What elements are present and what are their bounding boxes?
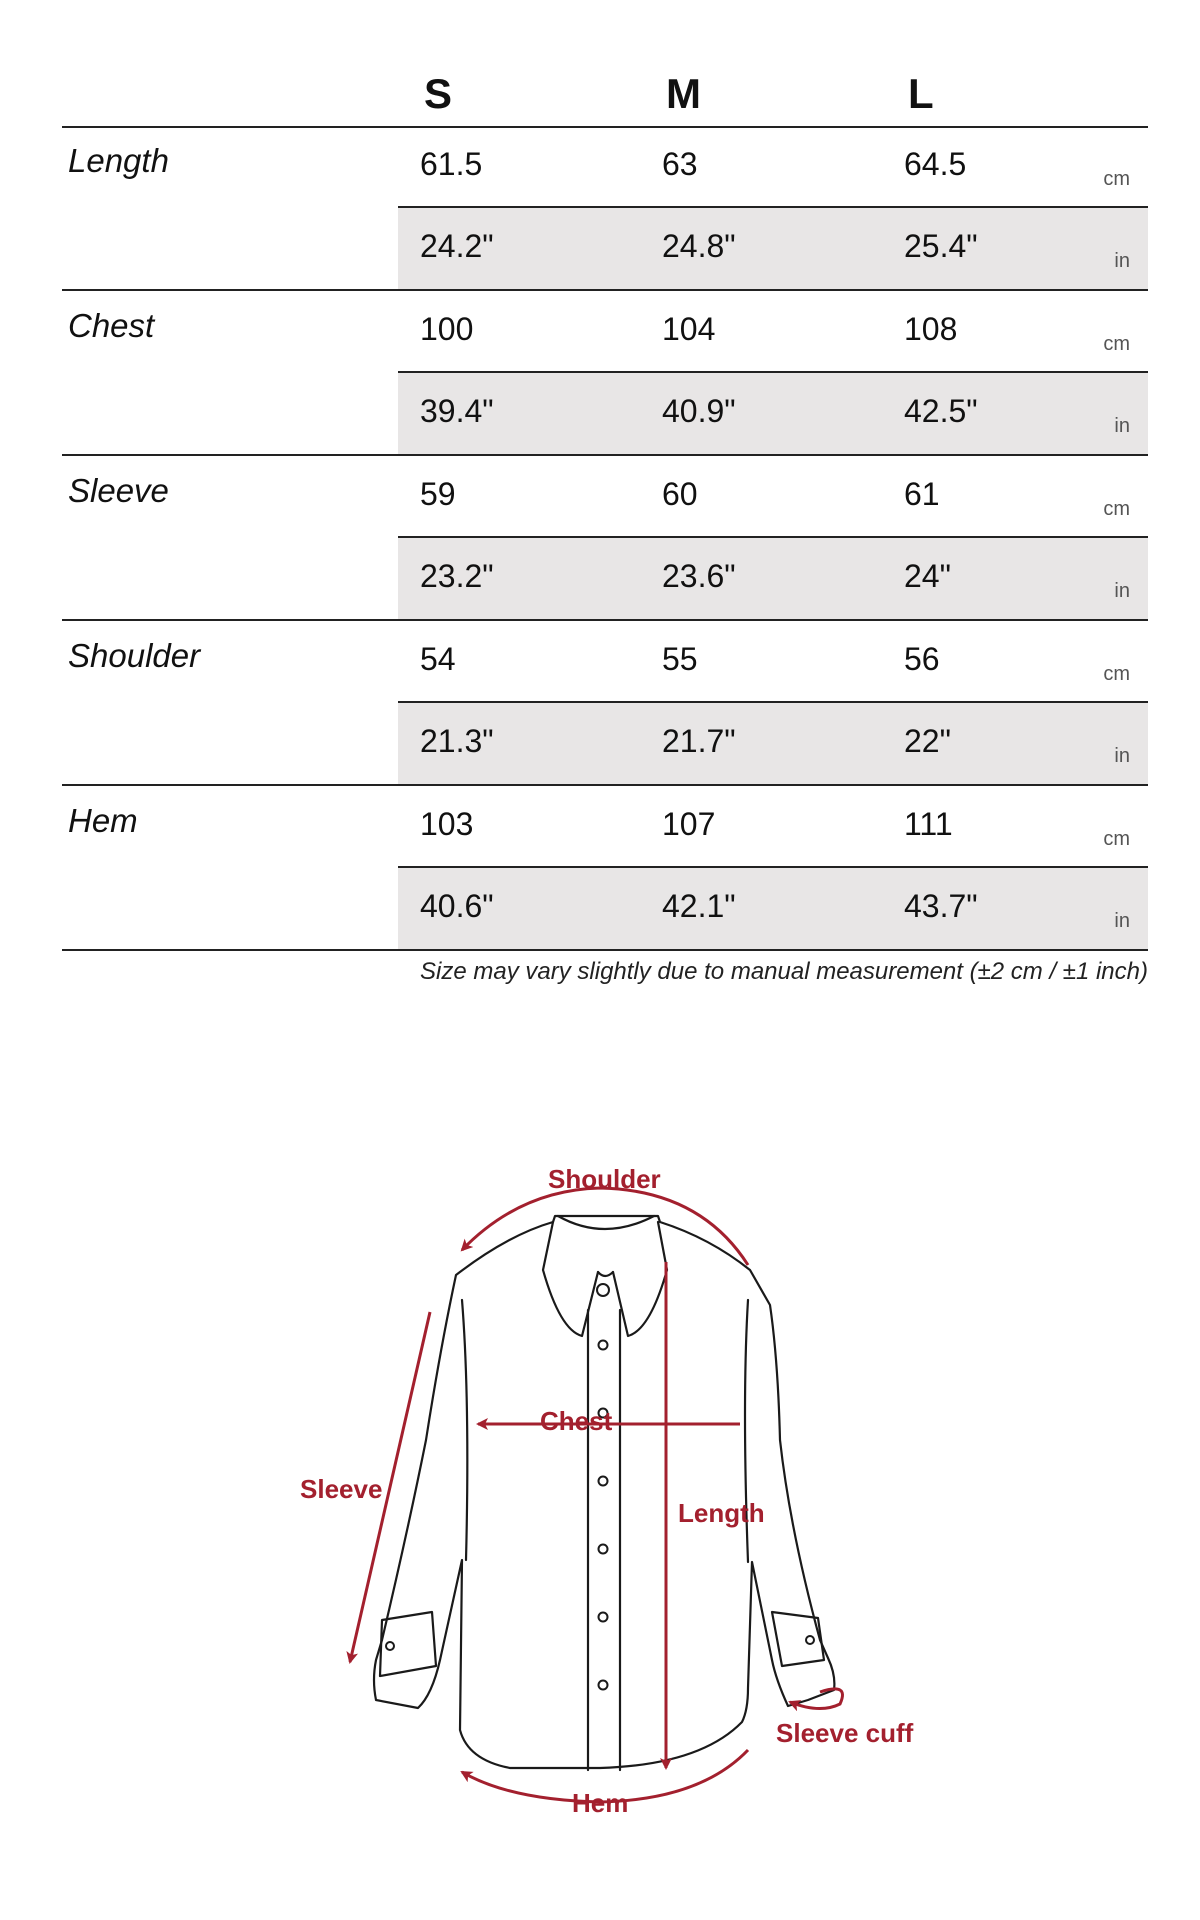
in-row	[398, 868, 1148, 949]
cell-s-cm: 61.5	[420, 146, 483, 182]
cell-m-in: 40.9"	[662, 393, 736, 429]
cell-s-cm: 59	[420, 476, 456, 512]
cm-row	[398, 621, 1148, 703]
cell-s-cm: 100	[420, 311, 474, 347]
button-icon	[599, 1681, 608, 1690]
shirt-measurement-diagram	[0, 1100, 1200, 1880]
row-label: Shoulder	[68, 637, 201, 674]
unit-in: in	[1114, 580, 1130, 602]
size-header-row	[62, 0, 1148, 128]
row-label: Length	[68, 142, 169, 179]
measurement-group-length	[62, 126, 1148, 291]
button-icon	[599, 1545, 608, 1554]
unit-cm: cm	[1103, 168, 1130, 190]
in-row	[398, 208, 1148, 289]
unit-in: in	[1114, 415, 1130, 437]
cell-l-in: 42.5"	[904, 393, 978, 429]
measurement-note: Size may vary slightly due to manual measurement (±2 cm / ±1 inch)	[420, 958, 1148, 985]
cm-row	[398, 786, 1148, 868]
shirt-illustration	[0, 1100, 1200, 1880]
hem-label: Hem	[572, 1788, 629, 1818]
cuff-button-icon	[386, 1642, 394, 1650]
cell-m-in: 21.7"	[662, 723, 736, 759]
button-icon	[599, 1477, 608, 1486]
cuff-button-icon	[806, 1636, 814, 1644]
cell-s-in: 40.6"	[420, 888, 494, 924]
sleeve-cuff-label: Sleeve cuff	[776, 1718, 914, 1748]
cell-s-cm: 103	[420, 806, 474, 842]
cell-m-in: 24.8"	[662, 228, 736, 264]
cell-l-in: 24"	[904, 558, 951, 594]
button-icon	[599, 1613, 608, 1622]
cell-m-cm: 60	[662, 476, 698, 512]
cm-row	[398, 126, 1148, 208]
cell-l-in: 22"	[904, 723, 951, 759]
cell-l-cm: 108	[904, 311, 958, 347]
in-row	[398, 703, 1148, 784]
button-icon	[599, 1341, 608, 1350]
measurement-group-chest	[62, 291, 1148, 456]
cell-m-cm: 104	[662, 311, 716, 347]
size-m-header: M	[666, 70, 701, 117]
size-s-header: S	[424, 70, 453, 117]
unit-in: in	[1114, 745, 1130, 767]
unit-cm: cm	[1103, 663, 1130, 685]
in-row	[398, 373, 1148, 454]
shoulder-arrow	[462, 1188, 748, 1265]
row-label: Sleeve	[68, 472, 169, 509]
shoulder-label: Shoulder	[548, 1164, 661, 1194]
cell-m-cm: 55	[662, 641, 698, 677]
cell-l-cm: 56	[904, 641, 940, 677]
cell-s-in: 23.2"	[420, 558, 494, 594]
cm-row	[398, 456, 1148, 538]
unit-in: in	[1114, 250, 1130, 272]
measurement-group-shoulder	[62, 621, 1148, 786]
sleeve-cuff-arrow	[790, 1689, 843, 1709]
cell-m-in: 23.6"	[662, 558, 736, 594]
button-icon	[597, 1284, 609, 1296]
unit-in: in	[1114, 910, 1130, 932]
unit-cm: cm	[1103, 498, 1130, 520]
cell-l-cm: 64.5	[904, 146, 967, 182]
cell-l-cm: 61	[904, 476, 940, 512]
measurement-group-sleeve	[62, 456, 1148, 621]
cell-l-cm: 111	[904, 806, 953, 842]
measurement-group-hem	[62, 786, 1148, 951]
cell-m-cm: 107	[662, 806, 716, 842]
cell-l-in: 25.4"	[904, 228, 978, 264]
cell-s-cm: 54	[420, 641, 456, 677]
cell-s-in: 21.3"	[420, 723, 494, 759]
row-label: Hem	[68, 802, 138, 839]
cell-m-cm: 63	[662, 146, 698, 182]
length-label: Length	[678, 1498, 765, 1528]
cell-s-in: 39.4"	[420, 393, 494, 429]
row-label: Chest	[68, 307, 155, 344]
in-row	[398, 538, 1148, 619]
cell-s-in: 24.2"	[420, 228, 494, 264]
cm-row	[398, 291, 1148, 373]
size-l-header: L	[908, 70, 934, 117]
chest-label: Chest	[540, 1406, 613, 1436]
sleeve-label: Sleeve	[300, 1474, 383, 1504]
cell-l-in: 43.7"	[904, 888, 978, 924]
cell-m-in: 42.1"	[662, 888, 736, 924]
unit-cm: cm	[1103, 333, 1130, 355]
unit-cm: cm	[1103, 828, 1130, 850]
